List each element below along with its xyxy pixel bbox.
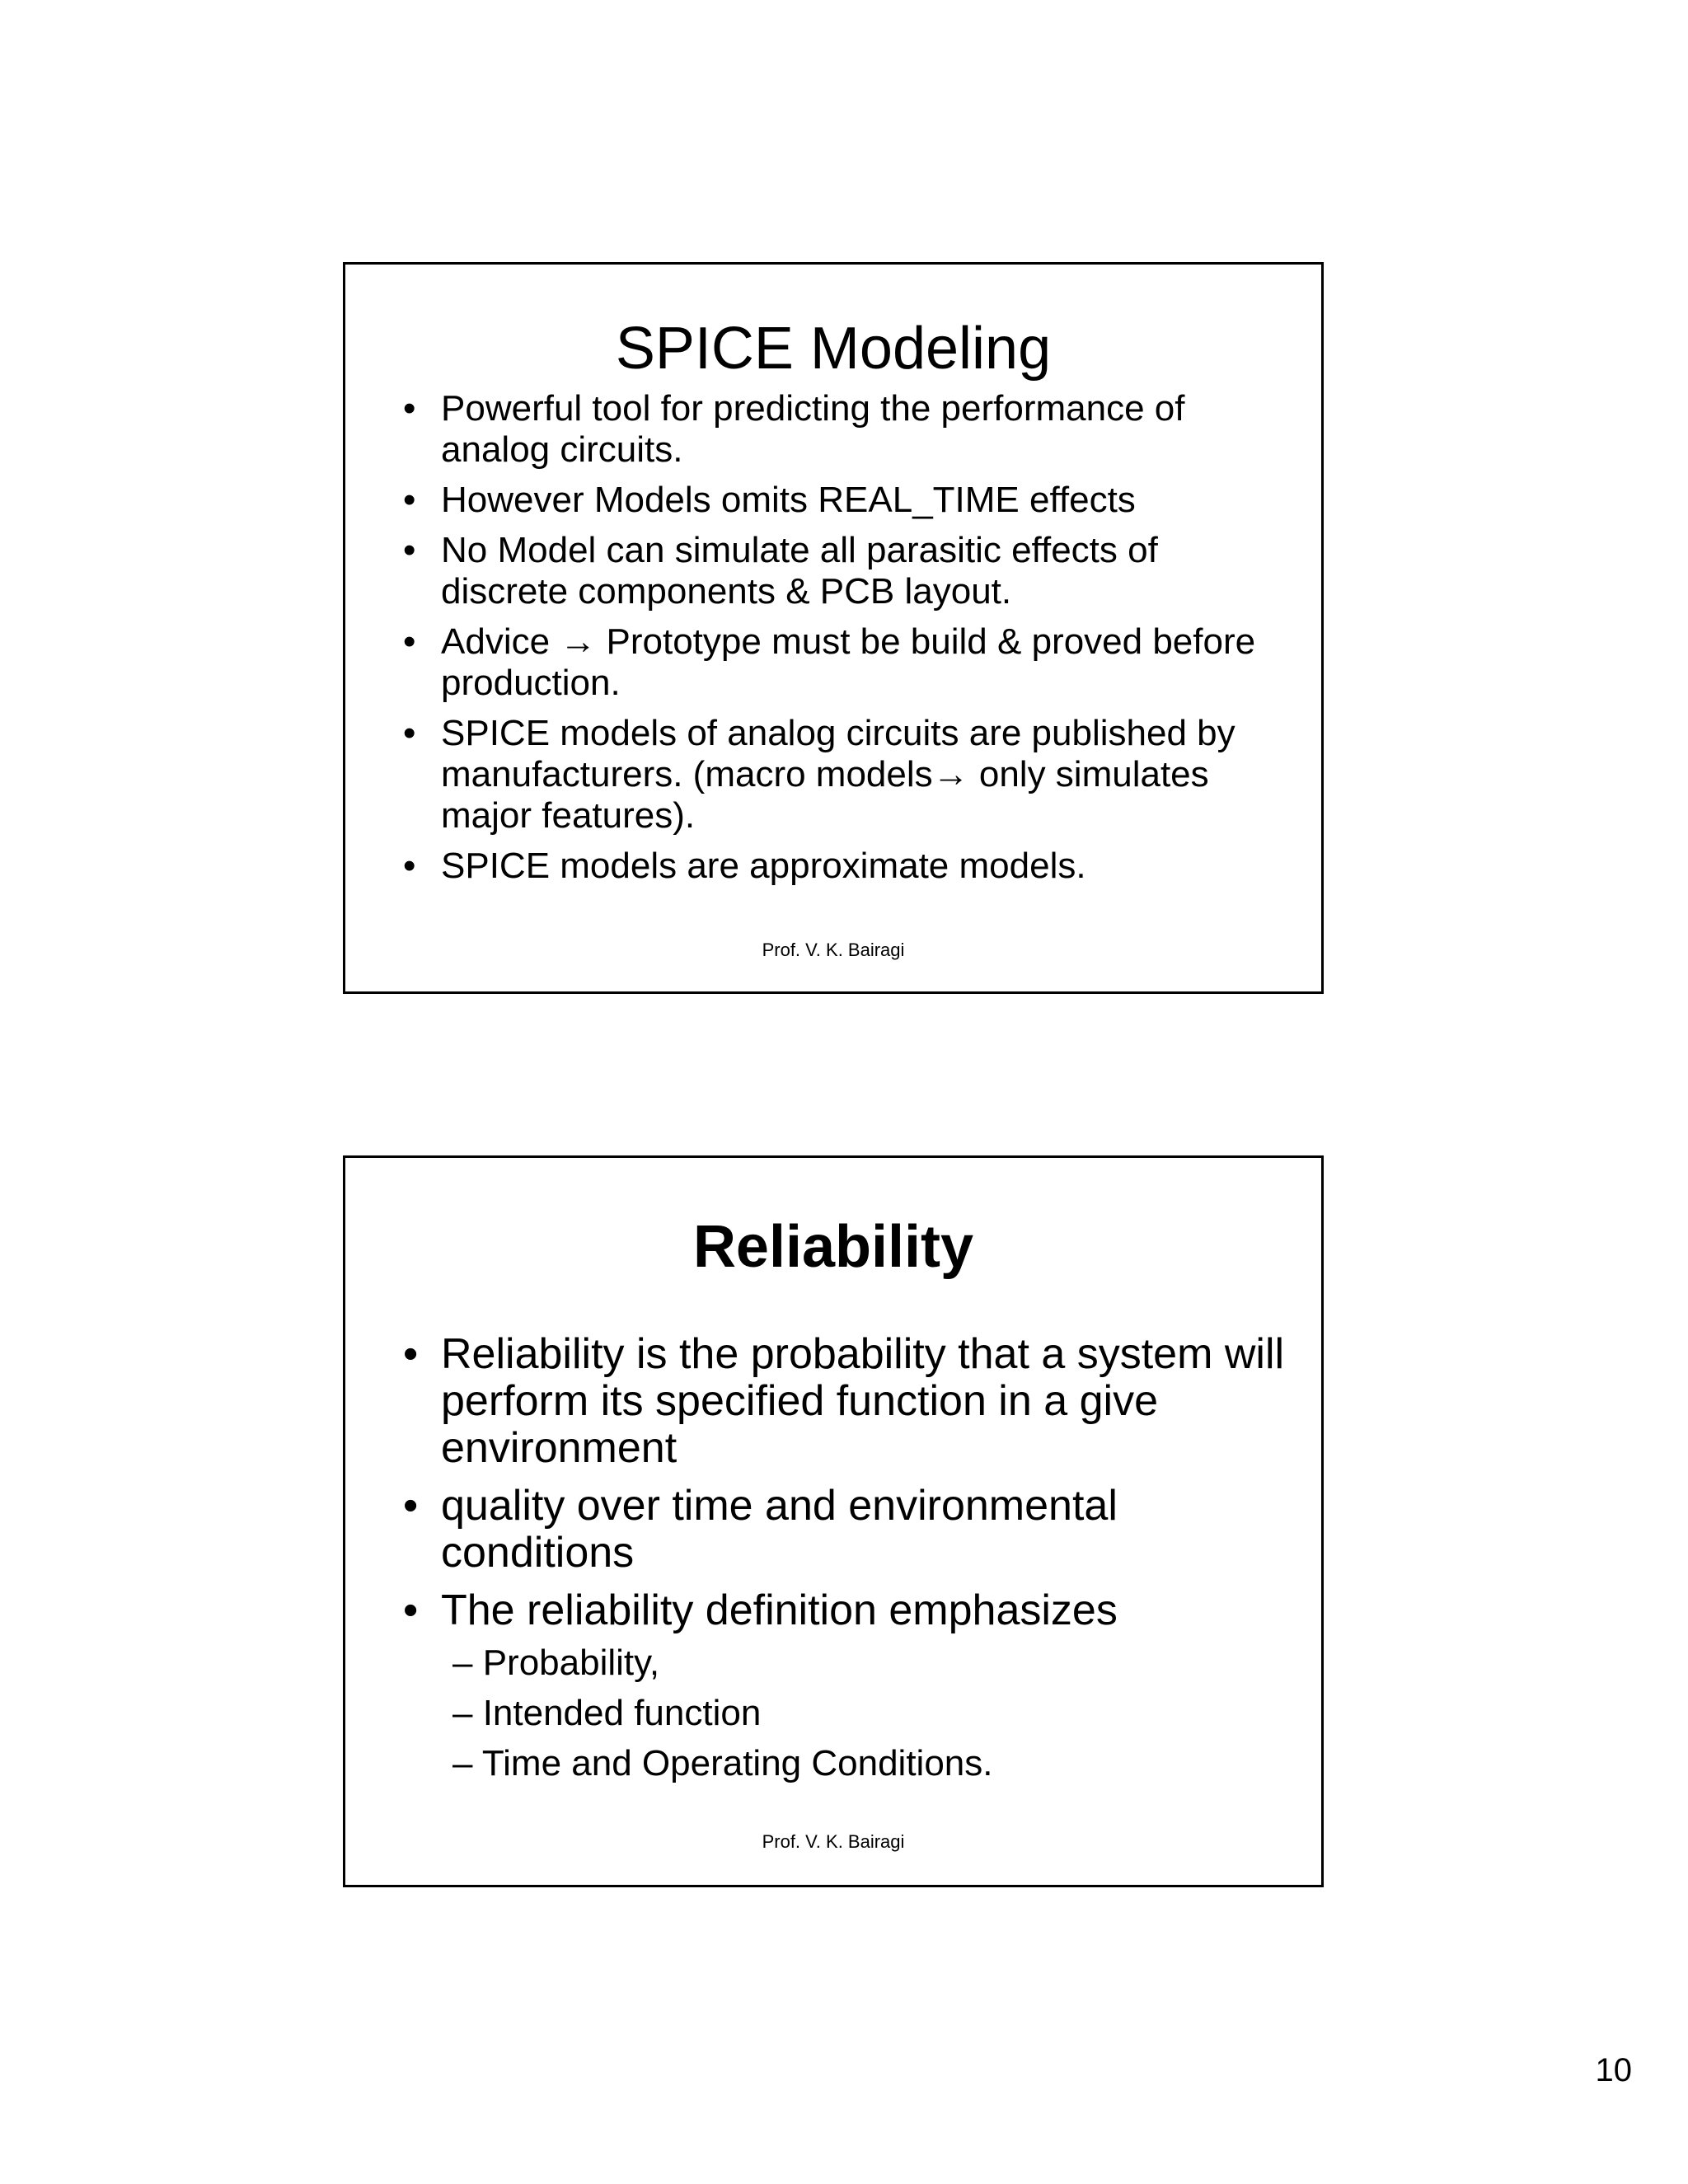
bullet-dot: •: [403, 1330, 419, 1378]
sub-bullet-item: – Probability,: [452, 1643, 660, 1683]
bullet-dot: •: [403, 388, 416, 429]
bullet-item: • Reliability is the probability that a system will perform its specified function in a give environment: [403, 1330, 1285, 1472]
bullet-dot: •: [403, 846, 416, 886]
bullet-item: • SPICE models of analog circuits are published by manufacturers. (macro models→ only simulates major features).: [403, 713, 1236, 836]
bullet-item: • However Models omits REAL_TIME effects: [403, 480, 1136, 520]
bullet-dot: •: [403, 713, 416, 753]
bullet-item: • Advice → Prototype must be build & proved before production.: [403, 621, 1256, 703]
slide-title: SPICE Modeling: [615, 316, 1052, 382]
bullet-item: • No Model can simulate all parasitic effects of discrete components & PCB layout.: [403, 530, 1158, 612]
sub-bullet-item: – Intended function: [452, 1693, 762, 1733]
bullet-dot: •: [403, 480, 416, 520]
bullet-item: • Powerful tool for predicting the performance of analog circuits.: [403, 388, 1185, 470]
bullet-dot: •: [403, 530, 416, 570]
bullet-list: [403, 1331, 1288, 1795]
slide-reliability: [343, 1155, 1324, 1887]
bullet-dot: •: [403, 1586, 419, 1634]
bullet-item: • SPICE models are approximate models.: [403, 846, 1086, 886]
bullet-dot: •: [403, 621, 416, 662]
bullet-dot: •: [403, 1482, 419, 1530]
slide-footer: Prof. V. K. Bairagi: [762, 1831, 905, 1852]
bullet-item: • The reliability definition emphasizes – Probability, – Intended function – Time and Operating Conditions.: [403, 1587, 1288, 1784]
sub-bullet-list: [441, 1643, 1288, 1784]
bullet-item: • quality over time and environmental conditions: [403, 1482, 1118, 1577]
sub-bullet-item: – Time and Operating Conditions.: [452, 1743, 993, 1783]
bullet-list: [403, 388, 1288, 896]
page-number: 10: [1595, 2052, 1632, 2088]
slide-title: Reliability: [692, 1214, 974, 1280]
slide-spice-modeling: [343, 262, 1324, 994]
slide-footer: Prof. V. K. Bairagi: [762, 940, 905, 960]
